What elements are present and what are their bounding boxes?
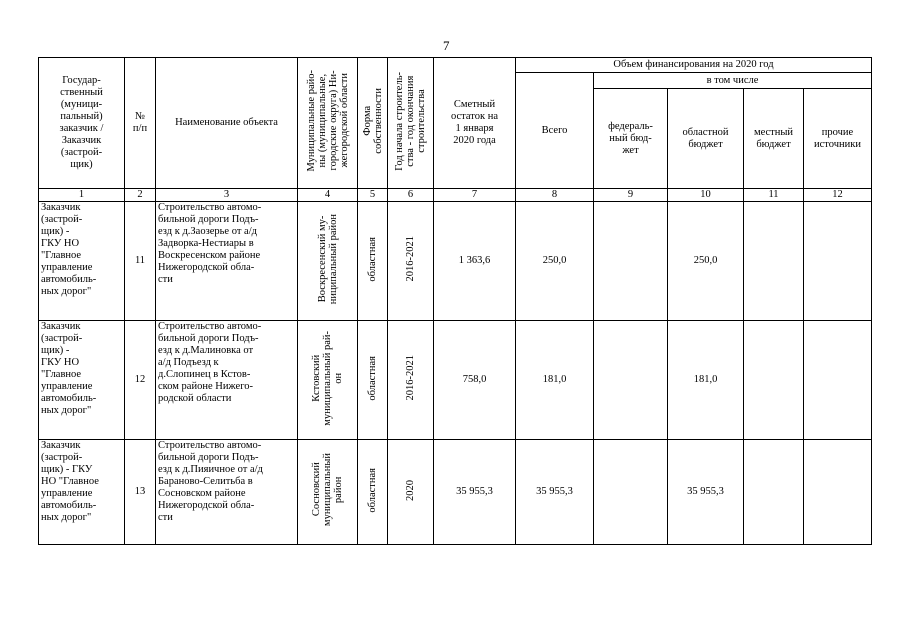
col-num: 10 bbox=[668, 189, 744, 202]
header-ownership bbox=[358, 58, 388, 189]
row-district-text: Сосновский муниципальный район bbox=[311, 453, 344, 527]
header-other: прочие источники bbox=[804, 89, 872, 189]
row-estimated-balance: 1 363,6 bbox=[434, 202, 516, 321]
table-row bbox=[39, 321, 872, 440]
row-district bbox=[298, 440, 358, 545]
row-ownership bbox=[358, 440, 388, 545]
row-estimated-balance: 758,0 bbox=[434, 321, 516, 440]
header-num: № п/п bbox=[125, 58, 156, 189]
header-district bbox=[298, 58, 358, 189]
page-number: 7 bbox=[443, 38, 450, 53]
row-total: 35 955,3 bbox=[516, 440, 594, 545]
row-object-name: Строительство автомо- бильной дороги Подъ- езд к д.Малиновка от а/д Подъезд к д.Слопинец в Кстов- ском районе Нижего- родской области bbox=[156, 321, 298, 440]
row-customer: Заказчик (застрой- щик) - ГКУ НО "Главное управление автомобиль- ных дорог" bbox=[39, 321, 125, 440]
row-local bbox=[744, 440, 804, 545]
header-regional: областной бюджет bbox=[668, 89, 744, 189]
col-num: 1 bbox=[39, 189, 125, 202]
row-customer: Заказчик (застрой- щик) - ГКУ НО "Главное управление автомобиль- ных дорог" bbox=[39, 202, 125, 321]
row-ownership-text: областная bbox=[367, 355, 378, 401]
row-local bbox=[744, 202, 804, 321]
row-regional: 250,0 bbox=[668, 202, 744, 321]
row-num: 12 bbox=[125, 321, 156, 440]
row-local bbox=[744, 321, 804, 440]
header-including: в том числе bbox=[594, 73, 872, 89]
header-years-text: Год начала строитель- ства - год окончания строительства bbox=[394, 71, 427, 171]
row-district-text: Кстовский муниципальный рай- он bbox=[311, 330, 344, 426]
col-num: 9 bbox=[594, 189, 668, 202]
col-num: 12 bbox=[804, 189, 872, 202]
row-federal bbox=[594, 440, 668, 545]
col-num: 3 bbox=[156, 189, 298, 202]
row-ownership-text: областная bbox=[367, 236, 378, 282]
row-district bbox=[298, 202, 358, 321]
row-other bbox=[804, 202, 872, 321]
row-customer: Заказчик (застрой- щик) - ГКУ НО "Главное управление автомобиль- ных дорог" bbox=[39, 440, 125, 545]
row-total: 250,0 bbox=[516, 202, 594, 321]
col-num: 8 bbox=[516, 189, 594, 202]
row-ownership bbox=[358, 202, 388, 321]
table-row bbox=[39, 202, 872, 321]
row-district-text: Воскресенский му- ниципальный район bbox=[316, 213, 339, 305]
column-numbers-row bbox=[39, 189, 872, 202]
header-estimated-balance: Сметный остаток на 1 января 2020 года bbox=[434, 58, 516, 189]
row-num: 13 bbox=[125, 440, 156, 545]
col-num: 2 bbox=[125, 189, 156, 202]
col-num: 4 bbox=[298, 189, 358, 202]
header-financing: Объем финансирования на 2020 год bbox=[516, 58, 872, 73]
header-district-text: Муниципальные райо- ны (муниципальные, городские округа) Ни- жегородской области bbox=[305, 70, 350, 172]
row-regional: 35 955,3 bbox=[668, 440, 744, 545]
row-years-text: 2016-2021 bbox=[405, 236, 416, 282]
header-total: Всего bbox=[516, 73, 594, 189]
row-estimated-balance: 35 955,3 bbox=[434, 440, 516, 545]
row-years bbox=[388, 440, 434, 545]
header-object-name: Наименование объекта bbox=[156, 58, 298, 189]
row-other bbox=[804, 440, 872, 545]
financing-table bbox=[38, 57, 872, 545]
row-other bbox=[804, 321, 872, 440]
col-num: 7 bbox=[434, 189, 516, 202]
header-row-1 bbox=[39, 58, 872, 73]
row-years bbox=[388, 321, 434, 440]
header-years bbox=[388, 58, 434, 189]
col-num: 5 bbox=[358, 189, 388, 202]
table-row bbox=[39, 440, 872, 545]
row-num: 11 bbox=[125, 202, 156, 321]
row-district bbox=[298, 321, 358, 440]
row-years bbox=[388, 202, 434, 321]
row-ownership-text: областная bbox=[367, 467, 378, 513]
header-ownership-text: Форма собственности bbox=[361, 88, 384, 154]
header-federal: федераль- ный бюд- жет bbox=[594, 89, 668, 189]
col-num: 11 bbox=[744, 189, 804, 202]
header-customer: Государ- ственный (муници- пальный) заказчик / Заказчик (застрой- щик) bbox=[39, 58, 125, 189]
row-object-name: Строительство автомо- бильной дороги Подъ- езд к д.Заозерье от а/д Задворка-Нестиары в Воскресенском районе Нижегородской обла- сти bbox=[156, 202, 298, 321]
row-ownership bbox=[358, 321, 388, 440]
row-object-name: Строительство автомо- бильной дороги Подъ- езд к д.Пияичное от а/д Бараново-Селитьба в Сосновском районе Нижегородской обла- сти bbox=[156, 440, 298, 545]
row-years-text: 2020 bbox=[405, 479, 416, 501]
header-local: местный бюджет bbox=[744, 89, 804, 189]
col-num: 6 bbox=[388, 189, 434, 202]
row-years-text: 2016-2021 bbox=[405, 355, 416, 401]
row-total: 181,0 bbox=[516, 321, 594, 440]
row-regional: 181,0 bbox=[668, 321, 744, 440]
row-federal bbox=[594, 202, 668, 321]
row-federal bbox=[594, 321, 668, 440]
